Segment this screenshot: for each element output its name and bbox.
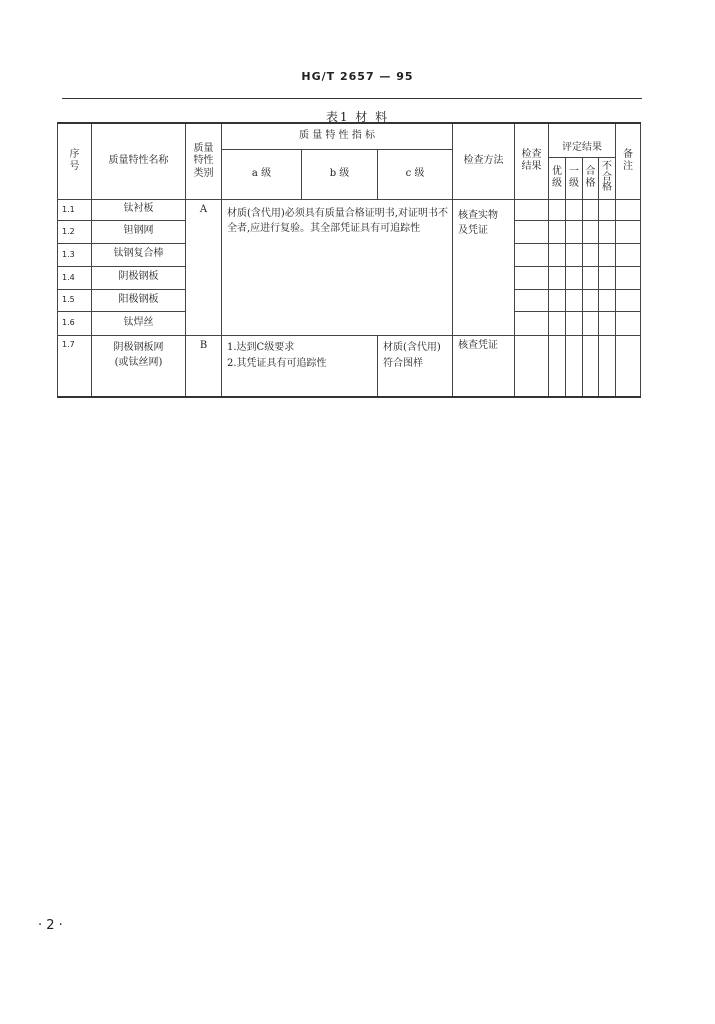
first-cell	[566, 266, 583, 289]
row-seq: 1.6	[58, 311, 92, 335]
row-name: 钛衬板	[92, 199, 186, 220]
group-a-method: 核查实物 及凭证	[453, 199, 515, 335]
row-seq: 1.5	[58, 289, 92, 311]
group-b-method: 核查凭证	[453, 335, 515, 397]
row-seq: 1.1	[58, 199, 92, 220]
standard-header: HG/T 2657 — 95	[301, 70, 414, 83]
result-cell	[515, 311, 549, 335]
result-cell	[515, 199, 549, 220]
unqualified-cell	[599, 266, 616, 289]
excellent-cell	[549, 243, 566, 266]
first-cell	[566, 243, 583, 266]
remark-cell	[616, 289, 641, 311]
col-indicators-header: 质 量 特 性 指 标	[222, 123, 453, 149]
col-category-header: 质量 特性 类别	[186, 123, 222, 199]
row-seq: 1.2	[58, 220, 92, 243]
first-cell	[566, 199, 583, 220]
excellent-cell	[549, 289, 566, 311]
first-cell	[566, 311, 583, 335]
unqualified-cell	[599, 311, 616, 335]
unqualified-cell	[599, 243, 616, 266]
table-title: 表1 材 料	[325, 110, 390, 124]
row-name: 钛焊丝	[92, 311, 186, 335]
row-name: 钽钢网	[92, 220, 186, 243]
row-seq: 1.7	[58, 335, 92, 397]
col-qualified-header: 合 格	[583, 157, 599, 199]
result-cell	[515, 335, 549, 397]
group-b-indicator-ab: 1.达到C级要求 2.其凭证具有可追踪性	[222, 335, 378, 397]
col-grade-a-header: a 级	[222, 149, 302, 199]
col-grade-b-header: b 级	[302, 149, 378, 199]
col-name-header: 质量特性名称	[92, 123, 186, 199]
col-evaluation-header: 评定结果	[549, 123, 616, 157]
group-b-indicator-c: 材质(含代用) 符合图样	[378, 335, 453, 397]
qualified-cell	[583, 335, 599, 397]
unqualified-cell	[599, 289, 616, 311]
header-rule	[62, 98, 642, 99]
row-seq: 1.4	[58, 266, 92, 289]
row-name: 阳极钢板	[92, 289, 186, 311]
excellent-cell	[549, 199, 566, 220]
qualified-cell	[583, 243, 599, 266]
col-method-header: 检查方法	[453, 123, 515, 199]
first-cell	[566, 335, 583, 397]
group-a-category: A	[186, 199, 222, 335]
qualified-cell	[583, 266, 599, 289]
group-b-category: B	[186, 335, 222, 397]
group-a-indicator: 材质(含代用)必须具有质量合格证明书,对证明书不全者,应进行复验。其全部凭证具有可追踪性	[222, 199, 453, 335]
remark-cell	[616, 311, 641, 335]
col-grade-c-header: c 级	[378, 149, 453, 199]
result-cell	[515, 220, 549, 243]
result-cell	[515, 266, 549, 289]
col-remark-header: 备 注	[616, 123, 641, 199]
remark-cell	[616, 266, 641, 289]
table-row	[58, 199, 641, 220]
row-name: 钛钢复合棒	[92, 243, 186, 266]
row-seq: 1.3	[58, 243, 92, 266]
table-row	[58, 335, 641, 397]
qualified-cell	[583, 199, 599, 220]
col-seq-header: 序 号	[58, 123, 92, 199]
unqualified-cell	[599, 199, 616, 220]
result-cell	[515, 243, 549, 266]
remark-cell	[616, 199, 641, 220]
first-cell	[566, 289, 583, 311]
qualified-cell	[583, 289, 599, 311]
qualified-cell	[583, 220, 599, 243]
row-name: 阴极钢板	[92, 266, 186, 289]
excellent-cell	[549, 220, 566, 243]
col-result-header: 检查 结果	[515, 123, 549, 199]
page-number: · 2 ·	[38, 918, 63, 933]
excellent-cell	[549, 311, 566, 335]
col-first-header: 一 级	[566, 157, 583, 199]
excellent-cell	[549, 335, 566, 397]
excellent-cell	[549, 266, 566, 289]
qualified-cell	[583, 311, 599, 335]
unqualified-cell	[599, 335, 616, 397]
col-unqualified-header: 不 合 格	[599, 157, 616, 199]
result-cell	[515, 289, 549, 311]
col-excellent-header: 优 级	[549, 157, 566, 199]
materials-table-container	[57, 122, 641, 398]
materials-table	[57, 122, 641, 398]
first-cell	[566, 220, 583, 243]
remark-cell	[616, 220, 641, 243]
remark-cell	[616, 243, 641, 266]
row-name: 阴极钢板网 (或钛丝网)	[92, 335, 186, 397]
unqualified-cell	[599, 220, 616, 243]
header-row-1	[58, 123, 641, 149]
remark-cell	[616, 335, 641, 397]
